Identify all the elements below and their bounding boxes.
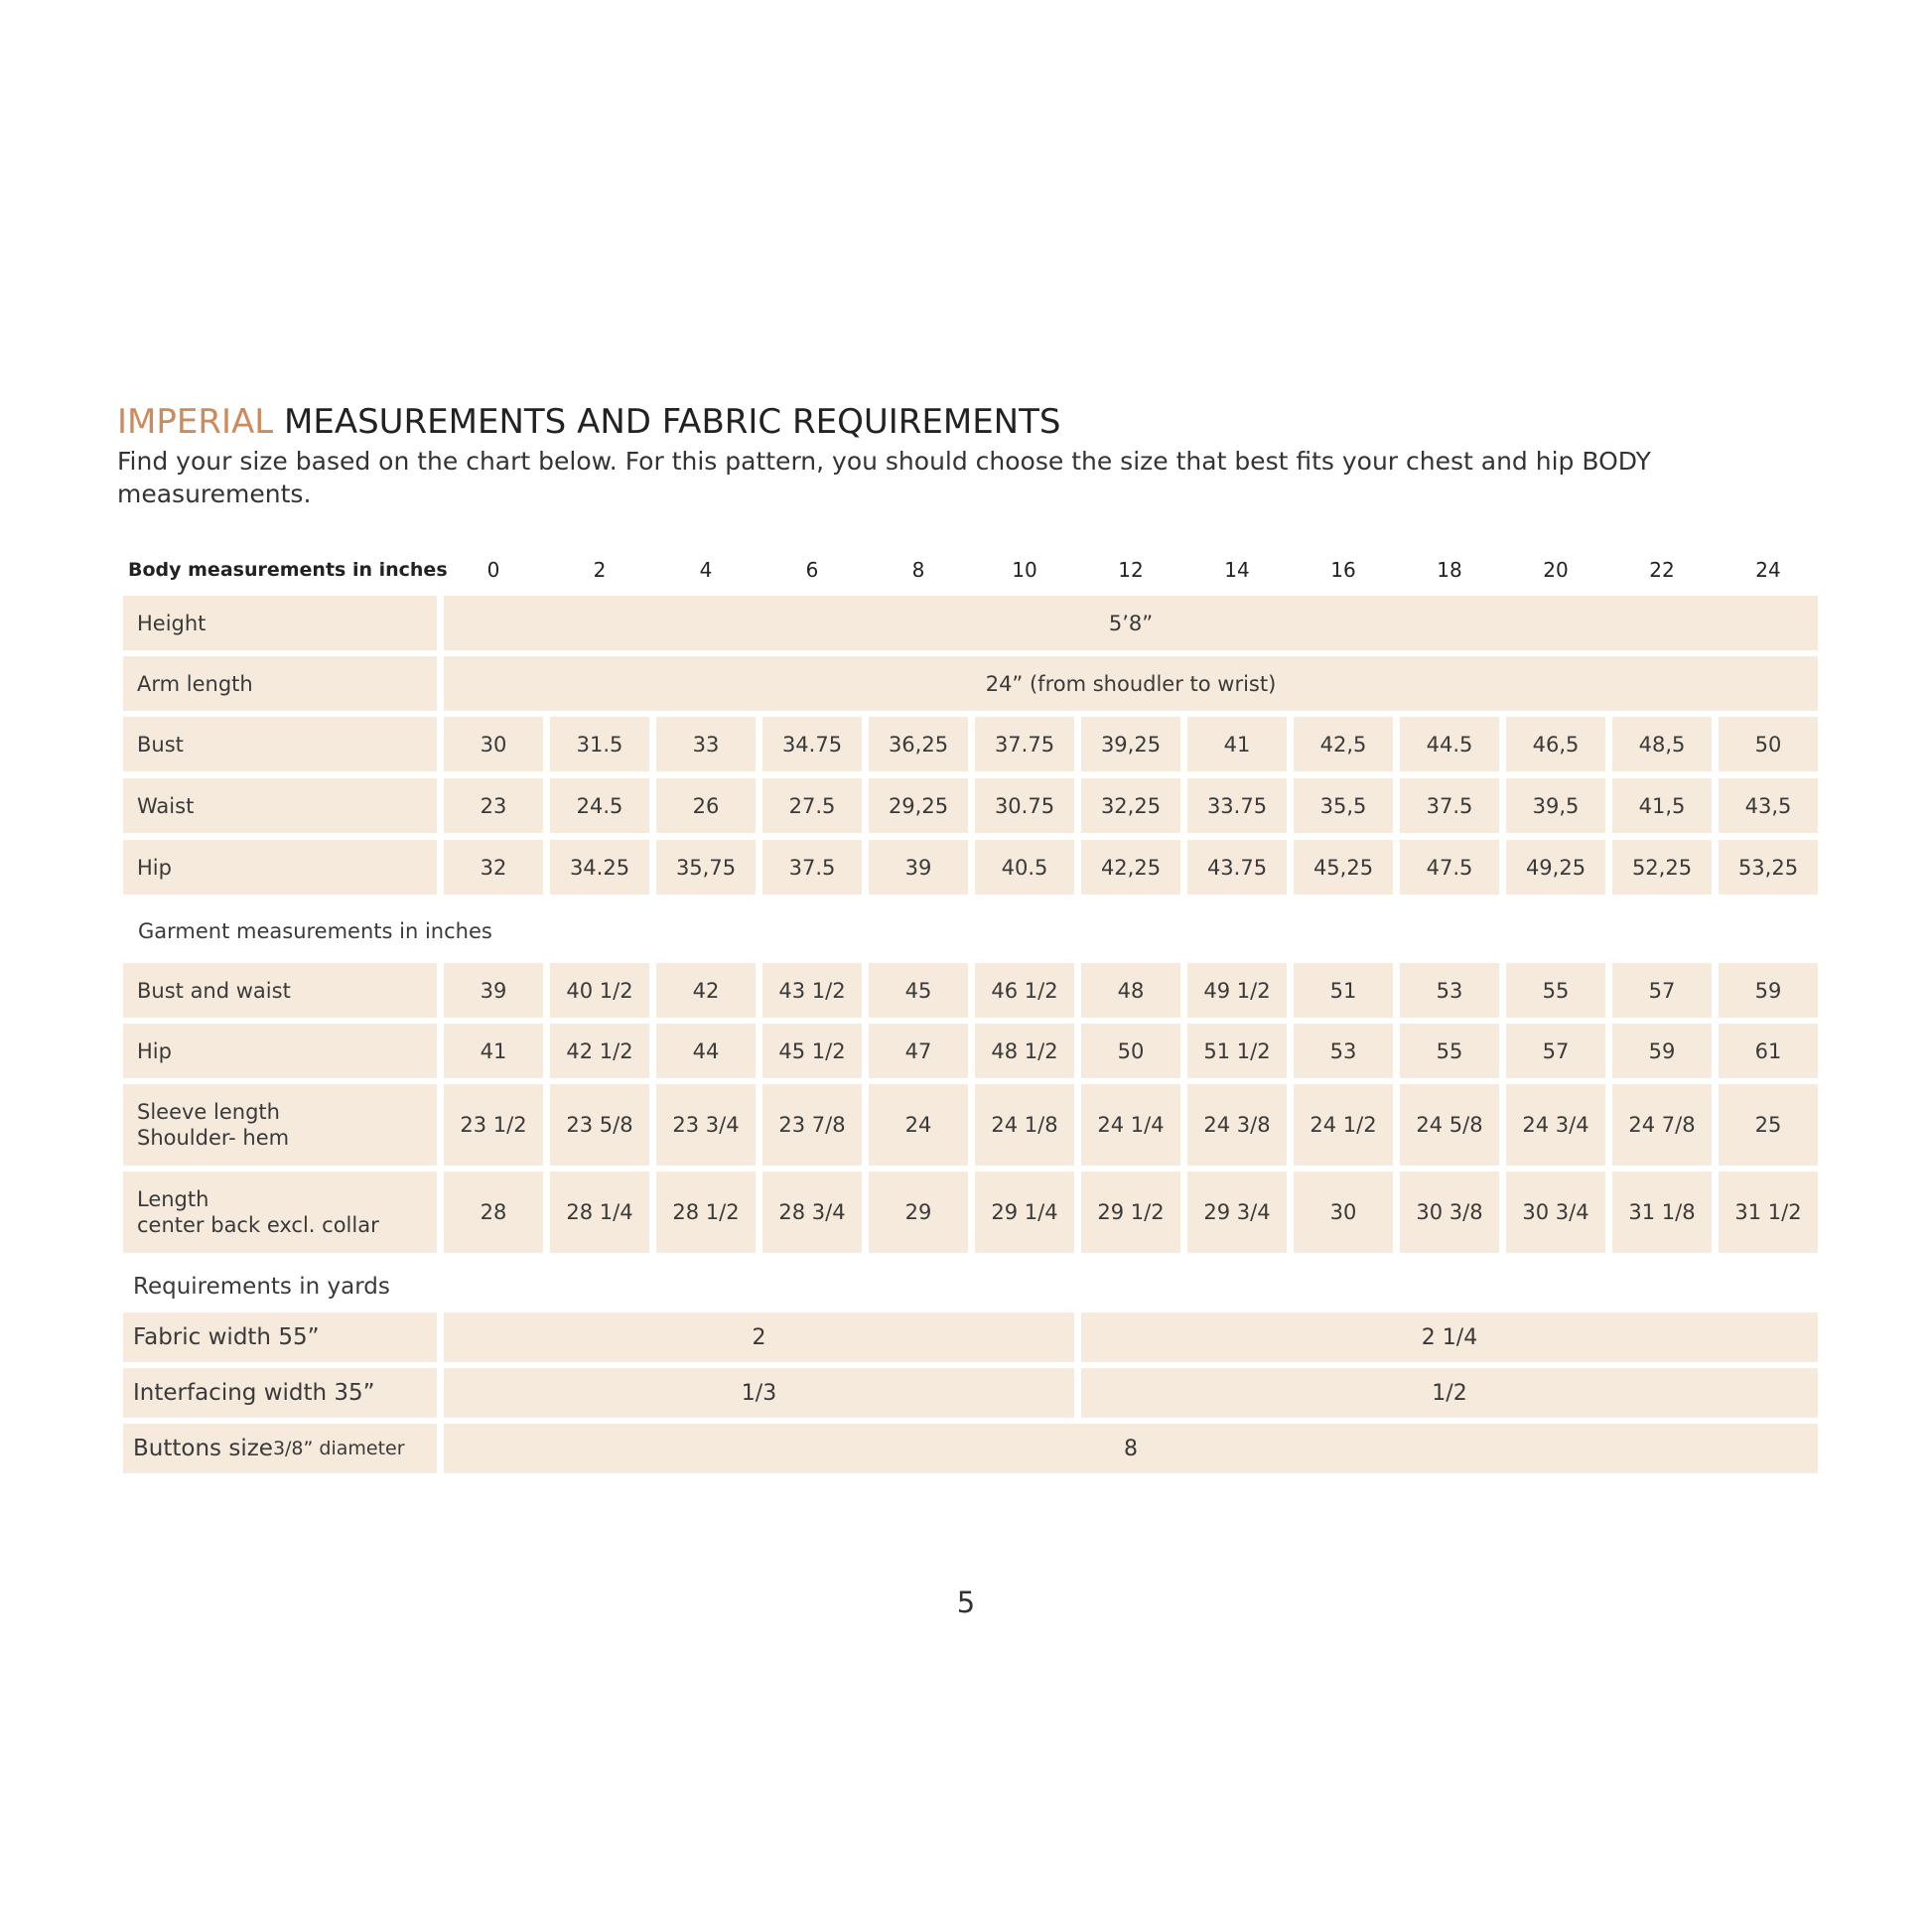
table-cell: 48,5 [1612,717,1712,771]
table-cell: 28 1/2 [656,1172,756,1253]
table-cell: 42,5 [1294,717,1393,771]
table-cell: 57 [1506,1024,1605,1078]
row-label-line2: center back excl. collar [137,1213,379,1237]
table-cell: 37.75 [975,717,1074,771]
table-cell: 39 [869,840,968,895]
table-cell: 55 [1506,963,1605,1018]
row-label-line1: Hip [137,1038,172,1063]
table-cell: 33.75 [1187,778,1287,833]
row-label-height: Height [123,596,437,650]
table-cell: 47.5 [1400,840,1499,895]
table-cell: 43.75 [1187,840,1287,895]
table-cell: 50 [1719,717,1818,771]
interfacing-value-large-sizes: 1/2 [1081,1368,1818,1418]
table-cell: 43 1/2 [762,963,862,1018]
table-cell: 49,25 [1506,840,1605,895]
table-cell: 55 [1400,1024,1499,1078]
table-cell: 23 7/8 [762,1084,862,1166]
table-cell: 53,25 [1719,840,1818,895]
table-cell: 51 [1294,963,1393,1018]
section-garment-measurements: Garment measurements in inches [138,919,492,943]
table-cell: 59 [1719,963,1818,1018]
table-cell: 24 1/4 [1081,1084,1180,1166]
row-label-body-waist: Waist [123,778,437,833]
size-header: 4 [699,558,713,582]
table-cell: 42 [656,963,756,1018]
row-label-fabric: Fabric width 55” [123,1312,437,1362]
table-cell: 23 5/8 [550,1084,649,1166]
table-cell: 27.5 [762,778,862,833]
table-cell: 30.75 [975,778,1074,833]
buttons-label-small: 3/8” diameter [272,1438,405,1459]
table-cell: 30 3/8 [1400,1172,1499,1253]
fabric-value-small-sizes: 2 [444,1312,1074,1362]
row-label-body-hip: Hip [123,840,437,895]
table-cell: 45 [869,963,968,1018]
height-value: 5’8” [444,596,1818,650]
size-header: 0 [486,558,500,582]
row-label-garment [123,1084,437,1166]
table-cell: 52,25 [1612,840,1712,895]
title-rest: MEASUREMENTS AND FABRIC REQUIREMENTS [273,402,1061,442]
table-cell: 26 [656,778,756,833]
buttons-value: 8 [444,1424,1818,1473]
table-cell: 29 1/4 [975,1172,1074,1253]
table-cell: 37.5 [762,840,862,895]
table-cell: 47 [869,1024,968,1078]
table-cell: 41 [444,1024,543,1078]
table-cell: 39 [444,963,543,1018]
page-title [117,402,1060,442]
size-header: 22 [1649,558,1675,582]
page-subtitle: Find your size based on the chart below. For this pattern, you should choose the size that best fits your chest and hip BODY measurements. [117,447,1651,508]
table-cell: 31 1/8 [1612,1172,1712,1253]
table-cell: 39,5 [1506,778,1605,833]
size-header: 24 [1755,558,1781,582]
row-label-line1: Bust and waist [137,978,291,1003]
row-label-body-bust: Bust [123,717,437,771]
row-label-line1: Sleeve length [137,1100,280,1124]
table-cell: 28 [444,1172,543,1253]
table-cell: 45,25 [1294,840,1393,895]
table-cell: 39,25 [1081,717,1180,771]
column-header-body-measurements: Body measurements in inches [128,559,448,581]
size-header: 2 [593,558,607,582]
table-cell: 45 1/2 [762,1024,862,1078]
size-header: 18 [1437,558,1462,582]
page-number: 5 [956,1586,976,1619]
table-cell: 36,25 [869,717,968,771]
row-label-garment [123,1172,437,1253]
table-cell: 24 1/8 [975,1084,1074,1166]
table-cell: 34.25 [550,840,649,895]
table-cell: 51 1/2 [1187,1024,1287,1078]
table-cell: 32 [444,840,543,895]
table-cell: 43,5 [1719,778,1818,833]
table-cell: 29 [869,1172,968,1253]
table-cell: 61 [1719,1024,1818,1078]
table-cell: 24 [869,1084,968,1166]
table-cell: 40.5 [975,840,1074,895]
row-label-garment [123,963,437,1018]
table-cell: 59 [1612,1024,1712,1078]
arm-length-value: 24” (from shoudler to wrist) [444,656,1818,711]
table-cell: 24 3/8 [1187,1084,1287,1166]
size-header: 16 [1330,558,1356,582]
table-cell: 24 1/2 [1294,1084,1393,1166]
table-cell: 53 [1400,963,1499,1018]
buttons-label-main: Buttons size [133,1436,273,1461]
table-cell: 28 3/4 [762,1172,862,1253]
row-label-arm-length: Arm length [123,656,437,711]
size-header: 14 [1224,558,1250,582]
table-cell: 32,25 [1081,778,1180,833]
table-cell: 44.5 [1400,717,1499,771]
size-header: 12 [1118,558,1144,582]
table-cell: 29,25 [869,778,968,833]
table-cell: 24.5 [550,778,649,833]
interfacing-value-small-sizes: 1/3 [444,1368,1074,1418]
table-cell: 35,75 [656,840,756,895]
table-cell: 33 [656,717,756,771]
table-cell: 23 3/4 [656,1084,756,1166]
table-cell: 30 [444,717,543,771]
size-header: 6 [805,558,819,582]
table-cell: 29 1/2 [1081,1172,1180,1253]
fabric-value-large-sizes: 2 1/4 [1081,1312,1818,1362]
table-cell: 35,5 [1294,778,1393,833]
table-cell: 30 3/4 [1506,1172,1605,1253]
table-cell: 34.75 [762,717,862,771]
table-cell: 48 1/2 [975,1024,1074,1078]
row-label-buttons [123,1424,437,1473]
table-cell: 24 3/4 [1506,1084,1605,1166]
table-cell: 44 [656,1024,756,1078]
row-label-line2: Shoulder- hem [137,1126,290,1150]
table-cell: 57 [1612,963,1712,1018]
table-cell: 29 3/4 [1187,1172,1287,1253]
table-cell: 31.5 [550,717,649,771]
table-cell: 31 1/2 [1719,1172,1818,1253]
table-cell: 53 [1294,1024,1393,1078]
table-cell: 28 1/4 [550,1172,649,1253]
size-header: 10 [1012,558,1037,582]
size-header: 8 [911,558,925,582]
table-cell: 42 1/2 [550,1024,649,1078]
table-cell: 24 7/8 [1612,1084,1712,1166]
table-cell: 24 5/8 [1400,1084,1499,1166]
table-cell: 37.5 [1400,778,1499,833]
table-cell: 23 1/2 [444,1084,543,1166]
section-requirements: Requirements in yards [133,1274,390,1300]
table-cell: 30 [1294,1172,1393,1253]
table-cell: 46 1/2 [975,963,1074,1018]
table-cell: 42,25 [1081,840,1180,895]
table-cell: 46,5 [1506,717,1605,771]
table-cell: 48 [1081,963,1180,1018]
row-label-line1: Length [137,1187,209,1211]
table-cell: 41 [1187,717,1287,771]
title-accent: IMPERIAL [117,402,274,442]
table-cell: 49 1/2 [1187,963,1287,1018]
row-label-interfacing: Interfacing width 35” [123,1368,437,1418]
table-cell: 25 [1719,1084,1818,1166]
table-cell: 50 [1081,1024,1180,1078]
table-cell: 40 1/2 [550,963,649,1018]
row-label-garment [123,1024,437,1078]
size-header: 20 [1543,558,1569,582]
table-cell: 23 [444,778,543,833]
table-cell: 41,5 [1612,778,1712,833]
